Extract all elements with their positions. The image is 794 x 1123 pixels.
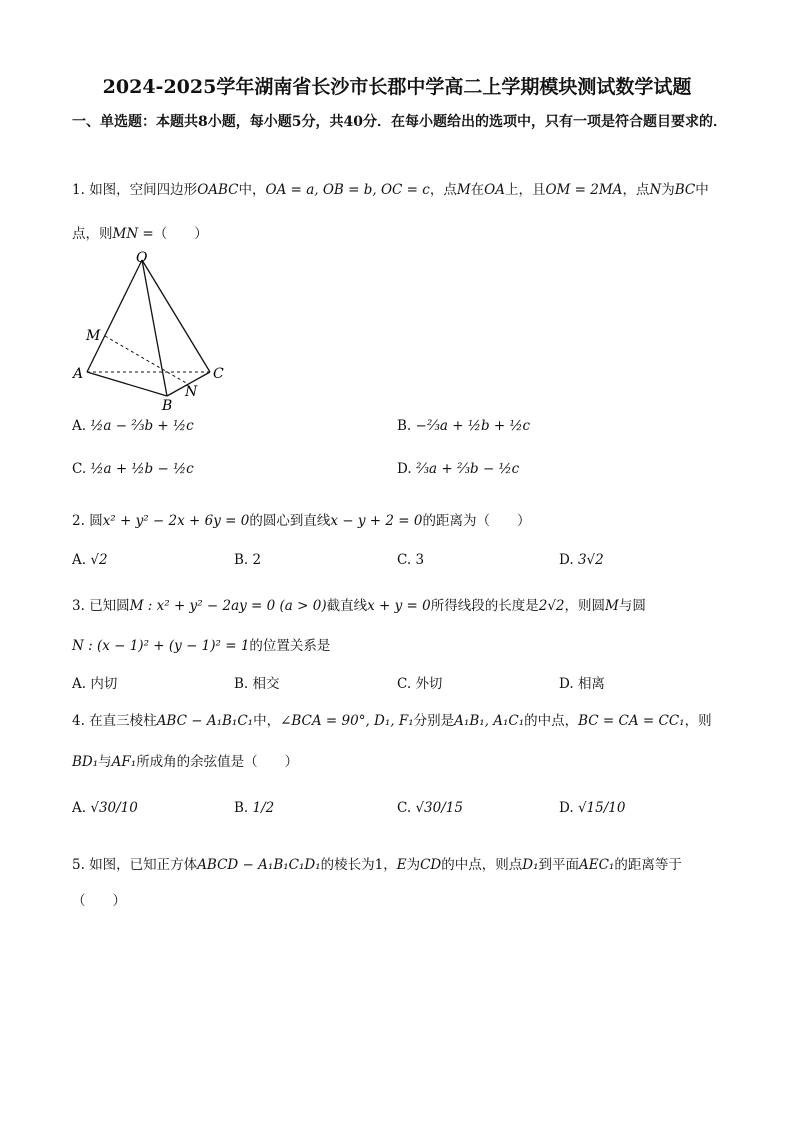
q1-option-b[interactable]: B. −⅔a + ½b + ½c bbox=[397, 418, 531, 434]
q4-option-c[interactable]: C. √30/15 bbox=[397, 800, 463, 816]
question-1-line-1: 1. 如图，空间四边形OABC中，OA = a, OB = b, OC = c，点M在OA上，且OM = 2MA，点N为BC中 bbox=[72, 182, 709, 198]
question-2: 2. 圆x² + y² − 2x + 6y = 0的圆心到直线x − y + 2 = 0的距离为（ ） bbox=[72, 513, 531, 529]
label-o: O bbox=[136, 250, 148, 266]
q3-option-a[interactable]: A. 内切 bbox=[72, 676, 118, 692]
q4-option-b[interactable]: B. 1/2 bbox=[234, 800, 275, 816]
page-title: 2024-2025学年湖南省长沙市长郡中学高二上学期模块测试数学试题 bbox=[102, 76, 692, 98]
q1-vectors: OA = a, OB = b, OC = c bbox=[265, 182, 430, 198]
label-c: C bbox=[213, 366, 224, 382]
label-n: N bbox=[185, 384, 198, 400]
question-3-line-1: 3. 已知圆M : x² + y² − 2ay = 0 (a > 0)截直线x + y = 0所得线段的长度是2√2，则圆M与圆 bbox=[72, 598, 646, 614]
question-3-line-2: N : (x − 1)² + (y − 1)² = 1的位置关系是 bbox=[72, 638, 331, 654]
q1-option-a[interactable]: A. ½a − ⅔b + ½c bbox=[72, 418, 194, 434]
question-1-line-2: 点，则MN =（ ） bbox=[72, 226, 208, 242]
q2-option-b[interactable]: B. 2 bbox=[234, 552, 262, 568]
q4-option-d[interactable]: D. √15/10 bbox=[559, 800, 626, 816]
question-5-line-1: 5. 如图，已知正方体ABCD − A₁B₁C₁D₁的棱长为1，E为CD的中点，则点D₁到平面AEC₁的距离等于 bbox=[72, 857, 682, 873]
question-5-line-2: （ ） bbox=[72, 893, 126, 909]
q1-option-c[interactable]: C. ½a + ½b − ½c bbox=[72, 461, 194, 477]
label-a: A bbox=[73, 366, 84, 382]
q2-option-c[interactable]: C. 3 bbox=[397, 552, 425, 568]
q2-option-d[interactable]: D. 3√2 bbox=[559, 552, 604, 568]
q3-option-b[interactable]: B. 相交 bbox=[234, 676, 280, 692]
section-heading: 一、单选题：本题共8小题，每小题5分，共40分．在每小题给出的选项中，只有一项是符合题目要求的． bbox=[72, 114, 727, 130]
q1-option-d[interactable]: D. ⅔a + ⅔b − ½c bbox=[397, 461, 520, 477]
label-b: B bbox=[162, 398, 173, 413]
label-m: M bbox=[86, 328, 101, 344]
q2-option-a[interactable]: A. √2 bbox=[72, 552, 108, 568]
q3-option-c[interactable]: C. 外切 bbox=[397, 676, 443, 692]
tetrahedron-figure bbox=[70, 248, 240, 413]
q4-option-a[interactable]: A. √30/10 bbox=[72, 800, 138, 816]
question-4-line-2: BD₁与AF₁所成角的余弦值是（ ） bbox=[72, 754, 299, 770]
q3-option-d[interactable]: D. 相离 bbox=[559, 676, 605, 692]
question-4-line-1: 4. 在直三棱柱ABC − A₁B₁C₁中，∠BCA = 90°, D₁, F₁分别是A₁B₁, A₁C₁的中点，BC = CA = CC₁，则 bbox=[72, 713, 712, 729]
q1-number: 1. bbox=[72, 182, 85, 198]
